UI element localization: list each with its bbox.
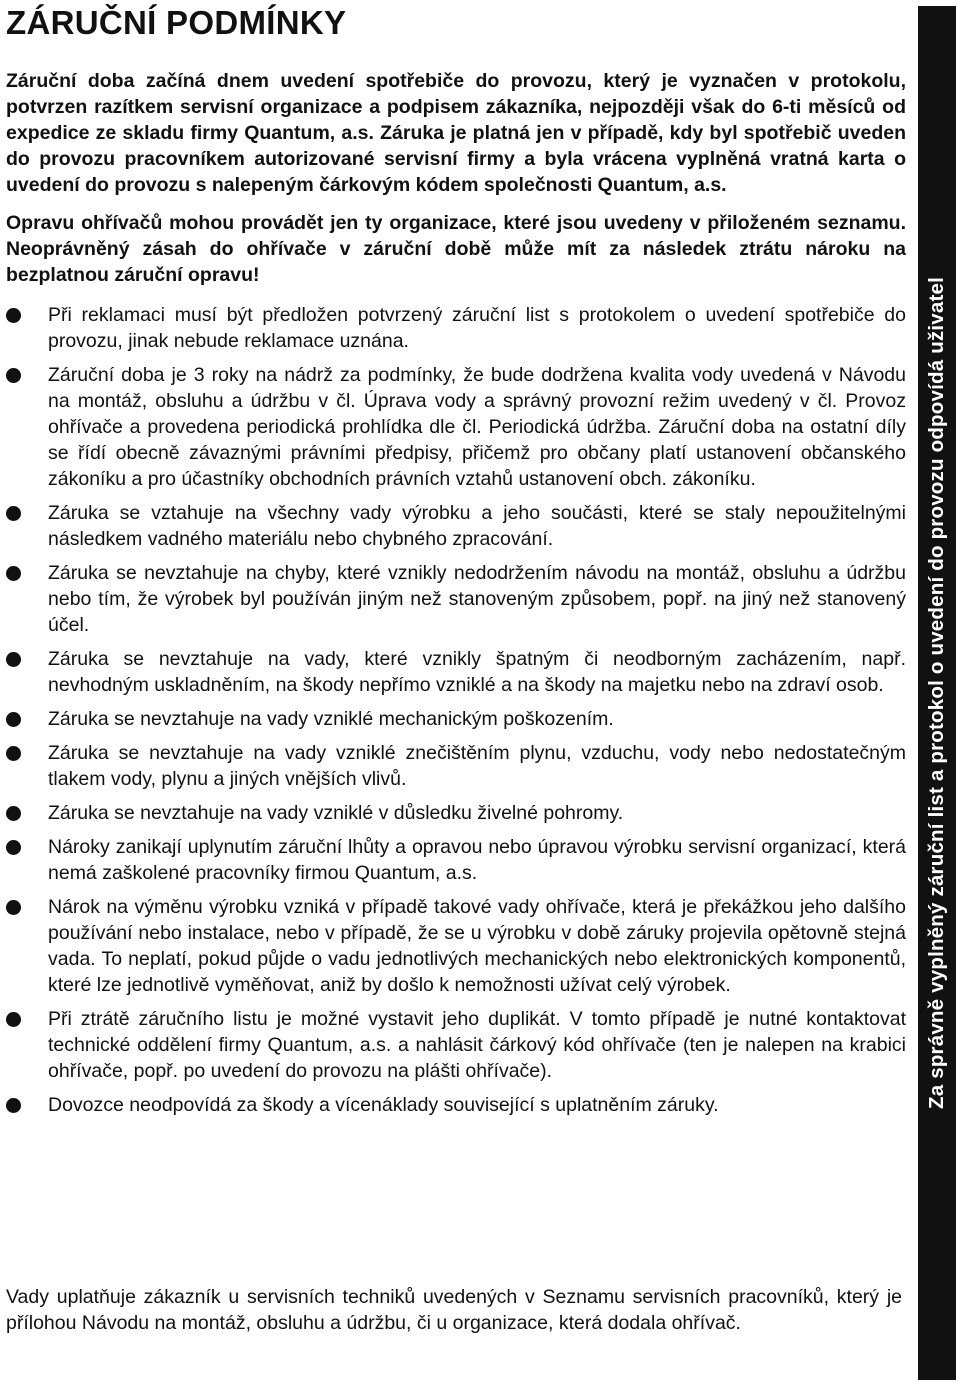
bullet-icon xyxy=(6,900,21,915)
list-item xyxy=(6,1006,906,1084)
list-item-text: Záruka se nevztahuje na chyby, které vznikly nedodržením návodu na montáž, obsluhu a údržbu nebo tím, že výrobek byl používán jiným než stanoveným způsobem, popř. na jiný než stanovený účel. xyxy=(48,562,906,636)
list-item xyxy=(6,302,906,354)
list-item-text: Nárok na výměnu výrobku vzniká v případě takové vady ohřívače, která je překážkou jeho dalšího používání nebo instalace, nebo v případě, že se u výrobku v době záruky projevila opětovně stejná vada. To neplatí, pokud půjde o vadu jednotlivých mechanických nebo elektronických komponentů, které lze jednotlivě vyměňovat, aniž by došlo k nemožnosti užívat celý výrobek. xyxy=(48,896,906,996)
bullet-icon xyxy=(6,506,21,521)
sidebar-banner xyxy=(918,6,956,1380)
bullet-icon xyxy=(6,1012,21,1027)
list-item xyxy=(6,800,906,826)
bullet-icon xyxy=(6,368,21,383)
bullet-icon xyxy=(6,840,21,855)
list-item xyxy=(6,362,906,492)
list-item-text: Záruka se nevztahuje na vady vzniklé mechanickým poškozením. xyxy=(48,708,614,730)
list-item-text: Při reklamaci musí být předložen potvrzený záruční list s protokolem o uvedení spotřebiče do provozu, jinak nebude reklamace uznána. xyxy=(48,304,906,352)
list-item-text: Záruka se vztahuje na všechny vady výrobku a jeho součásti, které se staly nepoužitelnými následkem vadného materiálu nebo chybného zpracování. xyxy=(48,502,906,550)
list-item xyxy=(6,894,906,998)
bullet-icon xyxy=(6,566,21,581)
bullet-icon xyxy=(6,1098,21,1113)
list-item xyxy=(6,740,906,792)
bullet-icon xyxy=(6,308,21,323)
bullet-icon xyxy=(6,746,21,761)
list-item xyxy=(6,560,906,638)
list-item xyxy=(6,1092,906,1118)
list-item-text: Záruční doba je 3 roky na nádrž za podmínky, že bude dodržena kvalita vody uvedená v Návodu na montáž, obsluhu a údržbu v čl. Úprava vody a správný provozní režim uvedený v čl. Provoz ohřívače a provedena periodická prohlídka dle čl. Periodická údržba. Záruční doba na ostatní díly se řídí obecně závaznými právními předpisy, přičemž pro občany platí ustanovení občanského zákoníku a pro účastníky obchodních právních vztahů ustanovení obch. zákoníku. xyxy=(48,364,906,490)
list-item-text: Záruka se nevztahuje na vady vzniklé znečištěním plynu, vzduchu, vody nebo nedostatečným tlakem vody, plynu a jiných vnějších vlivů. xyxy=(48,742,906,790)
bullet-icon xyxy=(6,652,21,667)
sidebar-banner-text: Za správně vyplněný záruční list a protokol o uvedení do provozu odpovídá uživatel xyxy=(925,277,948,1109)
bullet-icon xyxy=(6,712,21,727)
footer-paragraph: Vady uplatňuje zákazník u servisních techniků uvedených v Seznamu servisních pracovníků, který je přílohou Návodu na montáž, obsluhu a údržbu, či u organizace, která dodala ohřívač. xyxy=(6,1286,902,1334)
warranty-conditions-list xyxy=(6,302,906,1118)
page-title: ZÁRUČNÍ PODMÍNKY xyxy=(6,4,347,41)
document-page xyxy=(6,0,906,1386)
list-item-text: Dovozce neodpovídá za škody a vícenáklady související s uplatněním záruky. xyxy=(48,1094,719,1116)
list-item-text: Záruka se nevztahuje na vady, které vznikly špatným či neodborným zacházením, např. nevhodným uskladněním, na škody nepřímo vzniklé a na škody na majetku nebo na zdraví osob. xyxy=(48,648,906,696)
list-item xyxy=(6,500,906,552)
list-item xyxy=(6,834,906,886)
intro-paragraph-warranty-start: Záruční doba začíná dnem uvedení spotřebiče do provozu, který je vyznačen v protokolu, potvrzen razítkem servisní organizace a podpisem zákazníka, nejpozději však do 6-ti měsíců od expedice ze skladu firmy Quantum, a.s. Záruka je platná jen v případě, kdy byl spotřebič uveden do provozu pracovníkem autorizované servisní firmy a byla vrácena vyplněná vratná karta o uvedení do provozu s nalepeným čárkovým kódem společnosti Quantum, a.s. xyxy=(6,70,906,196)
bullet-icon xyxy=(6,806,21,821)
intro-paragraph-repairs: Opravu ohřívačů mohou provádět jen ty organizace, které jsou uvedeny v přiloženém seznamu. Neoprávněný zásah do ohřívače v záruční době může mít za následek ztrátu nároku na bezplatnou záruční opravu! xyxy=(6,212,906,286)
list-item-text: Při ztrátě záručního listu je možné vystavit jeho duplikát. V tomto případě je nutné kontaktovat technické oddělení firmy Quantum, a.s. a nahlásit čárkový kód ohřívače (ten je nalepen na krabici ohřívače, popř. po uvedení do provozu na plášti ohřívače). xyxy=(48,1008,906,1082)
list-item-text: Záruka se nevztahuje na vady vzniklé v důsledku živelné pohromy. xyxy=(48,802,624,824)
list-item xyxy=(6,706,906,732)
list-item xyxy=(6,646,906,698)
list-item-text: Nároky zanikají uplynutím záruční lhůty a opravou nebo úpravou výrobku servisní organizací, která nemá zaškolené pracovníky firmou Quantum, a.s. xyxy=(48,836,906,884)
